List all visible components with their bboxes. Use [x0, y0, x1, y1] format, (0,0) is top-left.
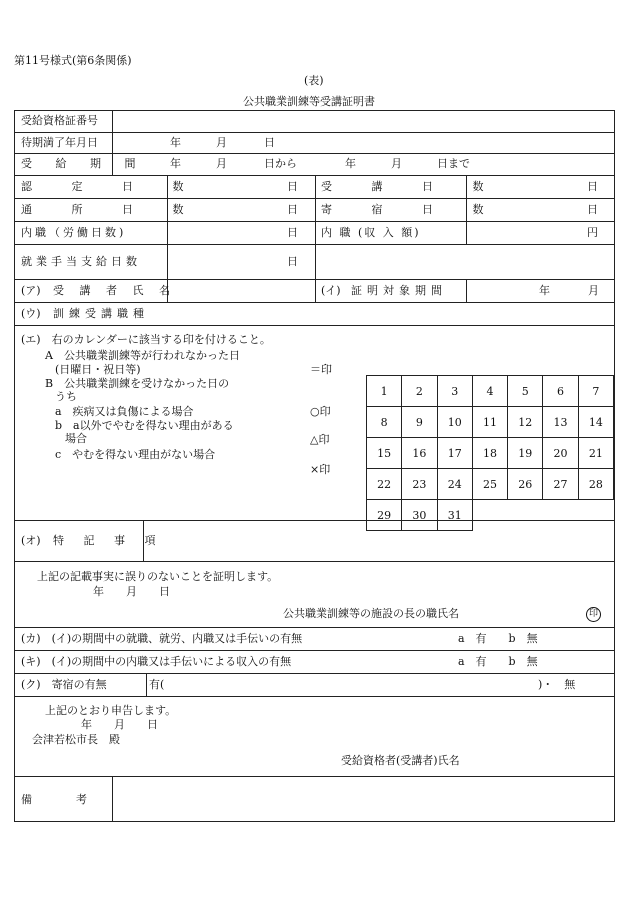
calendar-row: [367, 407, 614, 438]
legend-bb-line2: 場合: [65, 432, 87, 445]
calendar-day[interactable]: 2: [402, 376, 437, 407]
form-side: (表): [304, 74, 324, 87]
a-prefix: (ア): [21, 284, 41, 297]
calendar-day[interactable]: 9: [402, 407, 437, 438]
calendar-day[interactable]: 30: [402, 500, 437, 531]
day-unit: 日: [264, 136, 275, 149]
form-number: 第11号様式(第6条関係): [14, 54, 132, 67]
calendar-row: [367, 438, 614, 469]
ka-choice[interactable]: a 有 b 無: [458, 632, 538, 645]
declare-addressee: 会津若松市長 殿: [32, 733, 120, 746]
calendar-day[interactable]: 19: [508, 438, 543, 469]
month-unit: 月: [216, 136, 227, 149]
calendar-day[interactable]: 25: [472, 469, 507, 500]
certify-statement: 上記の記載事実に誤りのないことを証明します。: [37, 570, 279, 583]
naishoku-income-unit: 円: [587, 226, 598, 239]
calendar-day[interactable]: 4: [472, 376, 507, 407]
shugyo-unit: 日: [287, 255, 298, 268]
legend-a-line1: A 公共職業訓練等が行われなかった日: [45, 349, 240, 362]
waiting-end-label: 待期満了年月日: [21, 136, 98, 149]
legend-bc-mark: ×印: [310, 463, 331, 476]
calendar-day[interactable]: 11: [472, 407, 507, 438]
tokki-prefix: (オ): [21, 534, 41, 547]
calendar-day[interactable]: 21: [578, 438, 613, 469]
calendar-day[interactable]: 26: [508, 469, 543, 500]
form-title: 公共職業訓練等受講証明書: [243, 95, 375, 108]
applicant-name-label: 受給資格者(受講者)氏名: [341, 754, 460, 767]
naishoku-days-unit: 日: [287, 226, 298, 239]
calendar-row: [367, 376, 614, 407]
ki-question: (キ) (イ)の期間中の内職又は手伝いによる収入の有無: [21, 655, 292, 668]
calendar-day[interactable]: 22: [367, 469, 402, 500]
calendar-day[interactable]: 1: [367, 376, 402, 407]
legend-ba-mark: ○印: [310, 405, 331, 418]
period-from-suffix: 日から: [264, 157, 297, 170]
nintei-label: 認 定 日 数: [21, 180, 202, 193]
calendar-day[interactable]: 24: [437, 469, 472, 500]
ki-choice[interactable]: a 有 b 無: [458, 655, 538, 668]
calendar-day[interactable]: 7: [578, 376, 613, 407]
calendar-day[interactable]: 14: [578, 407, 613, 438]
legend-b-line2: うち: [55, 390, 77, 403]
period-from-year: 年: [170, 157, 181, 170]
tokki-label: 特 記 事 項: [53, 534, 164, 547]
calendar-empty: [472, 500, 613, 531]
calendar-day[interactable]: 23: [402, 469, 437, 500]
legend-ba: a 疾病又は負傷による場合: [55, 405, 194, 418]
calendar-day[interactable]: 28: [578, 469, 613, 500]
period-to-month: 月: [391, 157, 402, 170]
calendar-day[interactable]: 15: [367, 438, 402, 469]
calendar-day[interactable]: 10: [437, 407, 472, 438]
calendar-day[interactable]: 20: [543, 438, 578, 469]
legend-a-mark: ＝印: [310, 363, 332, 376]
calendar-day[interactable]: 16: [402, 438, 437, 469]
legend-b-line1: B 公共職業訓練を受けなかった日の: [45, 377, 230, 390]
calendar-day[interactable]: 31: [437, 500, 472, 531]
period-to-suffix: 日まで: [437, 157, 470, 170]
i-period-label: 証明対象期間: [351, 284, 447, 297]
legend-bb-mark: △印: [310, 433, 330, 446]
i-month-unit: 月: [588, 284, 599, 297]
period-to-year: 年: [345, 157, 356, 170]
period-label: 受 給 期 間: [21, 157, 146, 170]
calendar-day[interactable]: 17: [437, 438, 472, 469]
u-prefix: (ウ): [21, 307, 41, 320]
naishoku-days-label: 内職（労働日数): [21, 226, 127, 239]
calendar-day[interactable]: 12: [508, 407, 543, 438]
i-year-unit: 年: [539, 284, 550, 297]
period-from-month: 月: [216, 157, 227, 170]
legend-bb-line1: b a以外でやむを得ない理由がある: [55, 419, 234, 432]
ku-yes[interactable]: 有(: [149, 678, 165, 691]
calendar-row: [367, 500, 614, 531]
kishuku-unit: 日: [587, 203, 598, 216]
calendar-day[interactable]: 6: [543, 376, 578, 407]
calendar-day[interactable]: 3: [437, 376, 472, 407]
kishuku-label: 寄 宿 日 数: [321, 203, 502, 216]
certificate-form: [14, 110, 615, 822]
jukou-unit: 日: [587, 180, 598, 193]
biko-label: 備 考: [21, 793, 87, 806]
calendar-grid: [366, 375, 614, 531]
nintei-unit: 日: [287, 180, 298, 193]
year-unit: 年: [170, 136, 181, 149]
calendar-day[interactable]: 13: [543, 407, 578, 438]
tsusho-label: 通 所 日 数: [21, 203, 202, 216]
calendar-day[interactable]: 27: [543, 469, 578, 500]
a-name-label: 受 講 者 氏 名: [53, 284, 176, 297]
certify-official: 公共職業訓練等の施設の長の職氏名: [283, 607, 459, 620]
cert-no-label: 受給資格証番号: [21, 114, 98, 127]
tsusho-unit: 日: [287, 203, 298, 216]
ka-question: (カ) (イ)の期間中の就職、就労、内職又は手伝いの有無: [21, 632, 303, 645]
calendar-day[interactable]: 18: [472, 438, 507, 469]
i-prefix: (イ): [321, 284, 341, 297]
legend-bc: c やむを得ない理由がない場合: [55, 448, 216, 461]
jukou-label: 受 講 日 数: [321, 180, 502, 193]
calendar-instruction: (エ) 右のカレンダーに該当する印を付けること。: [21, 333, 271, 346]
declare-statement: 上記のとおり申告します。: [45, 704, 177, 717]
naishoku-income-label: 内 職 (収 入 額): [321, 226, 421, 239]
ku-question: (ク) 寄宿の有無: [21, 678, 107, 691]
seal-mark: 印: [586, 606, 601, 622]
u-course-label: 訓練受講職種: [53, 307, 149, 320]
declare-date: 年 月 日: [81, 718, 158, 731]
calendar-day[interactable]: 5: [508, 376, 543, 407]
shugyo-label: 就業手当支給日数: [21, 255, 141, 268]
certify-date: 年 月 日: [93, 585, 170, 598]
ku-no[interactable]: )・ 無: [538, 678, 576, 691]
legend-a-line2: (日曜日・祝日等): [55, 363, 141, 376]
calendar-row: [367, 469, 614, 500]
calendar-day[interactable]: 29: [367, 500, 402, 531]
calendar-day[interactable]: 8: [367, 407, 402, 438]
